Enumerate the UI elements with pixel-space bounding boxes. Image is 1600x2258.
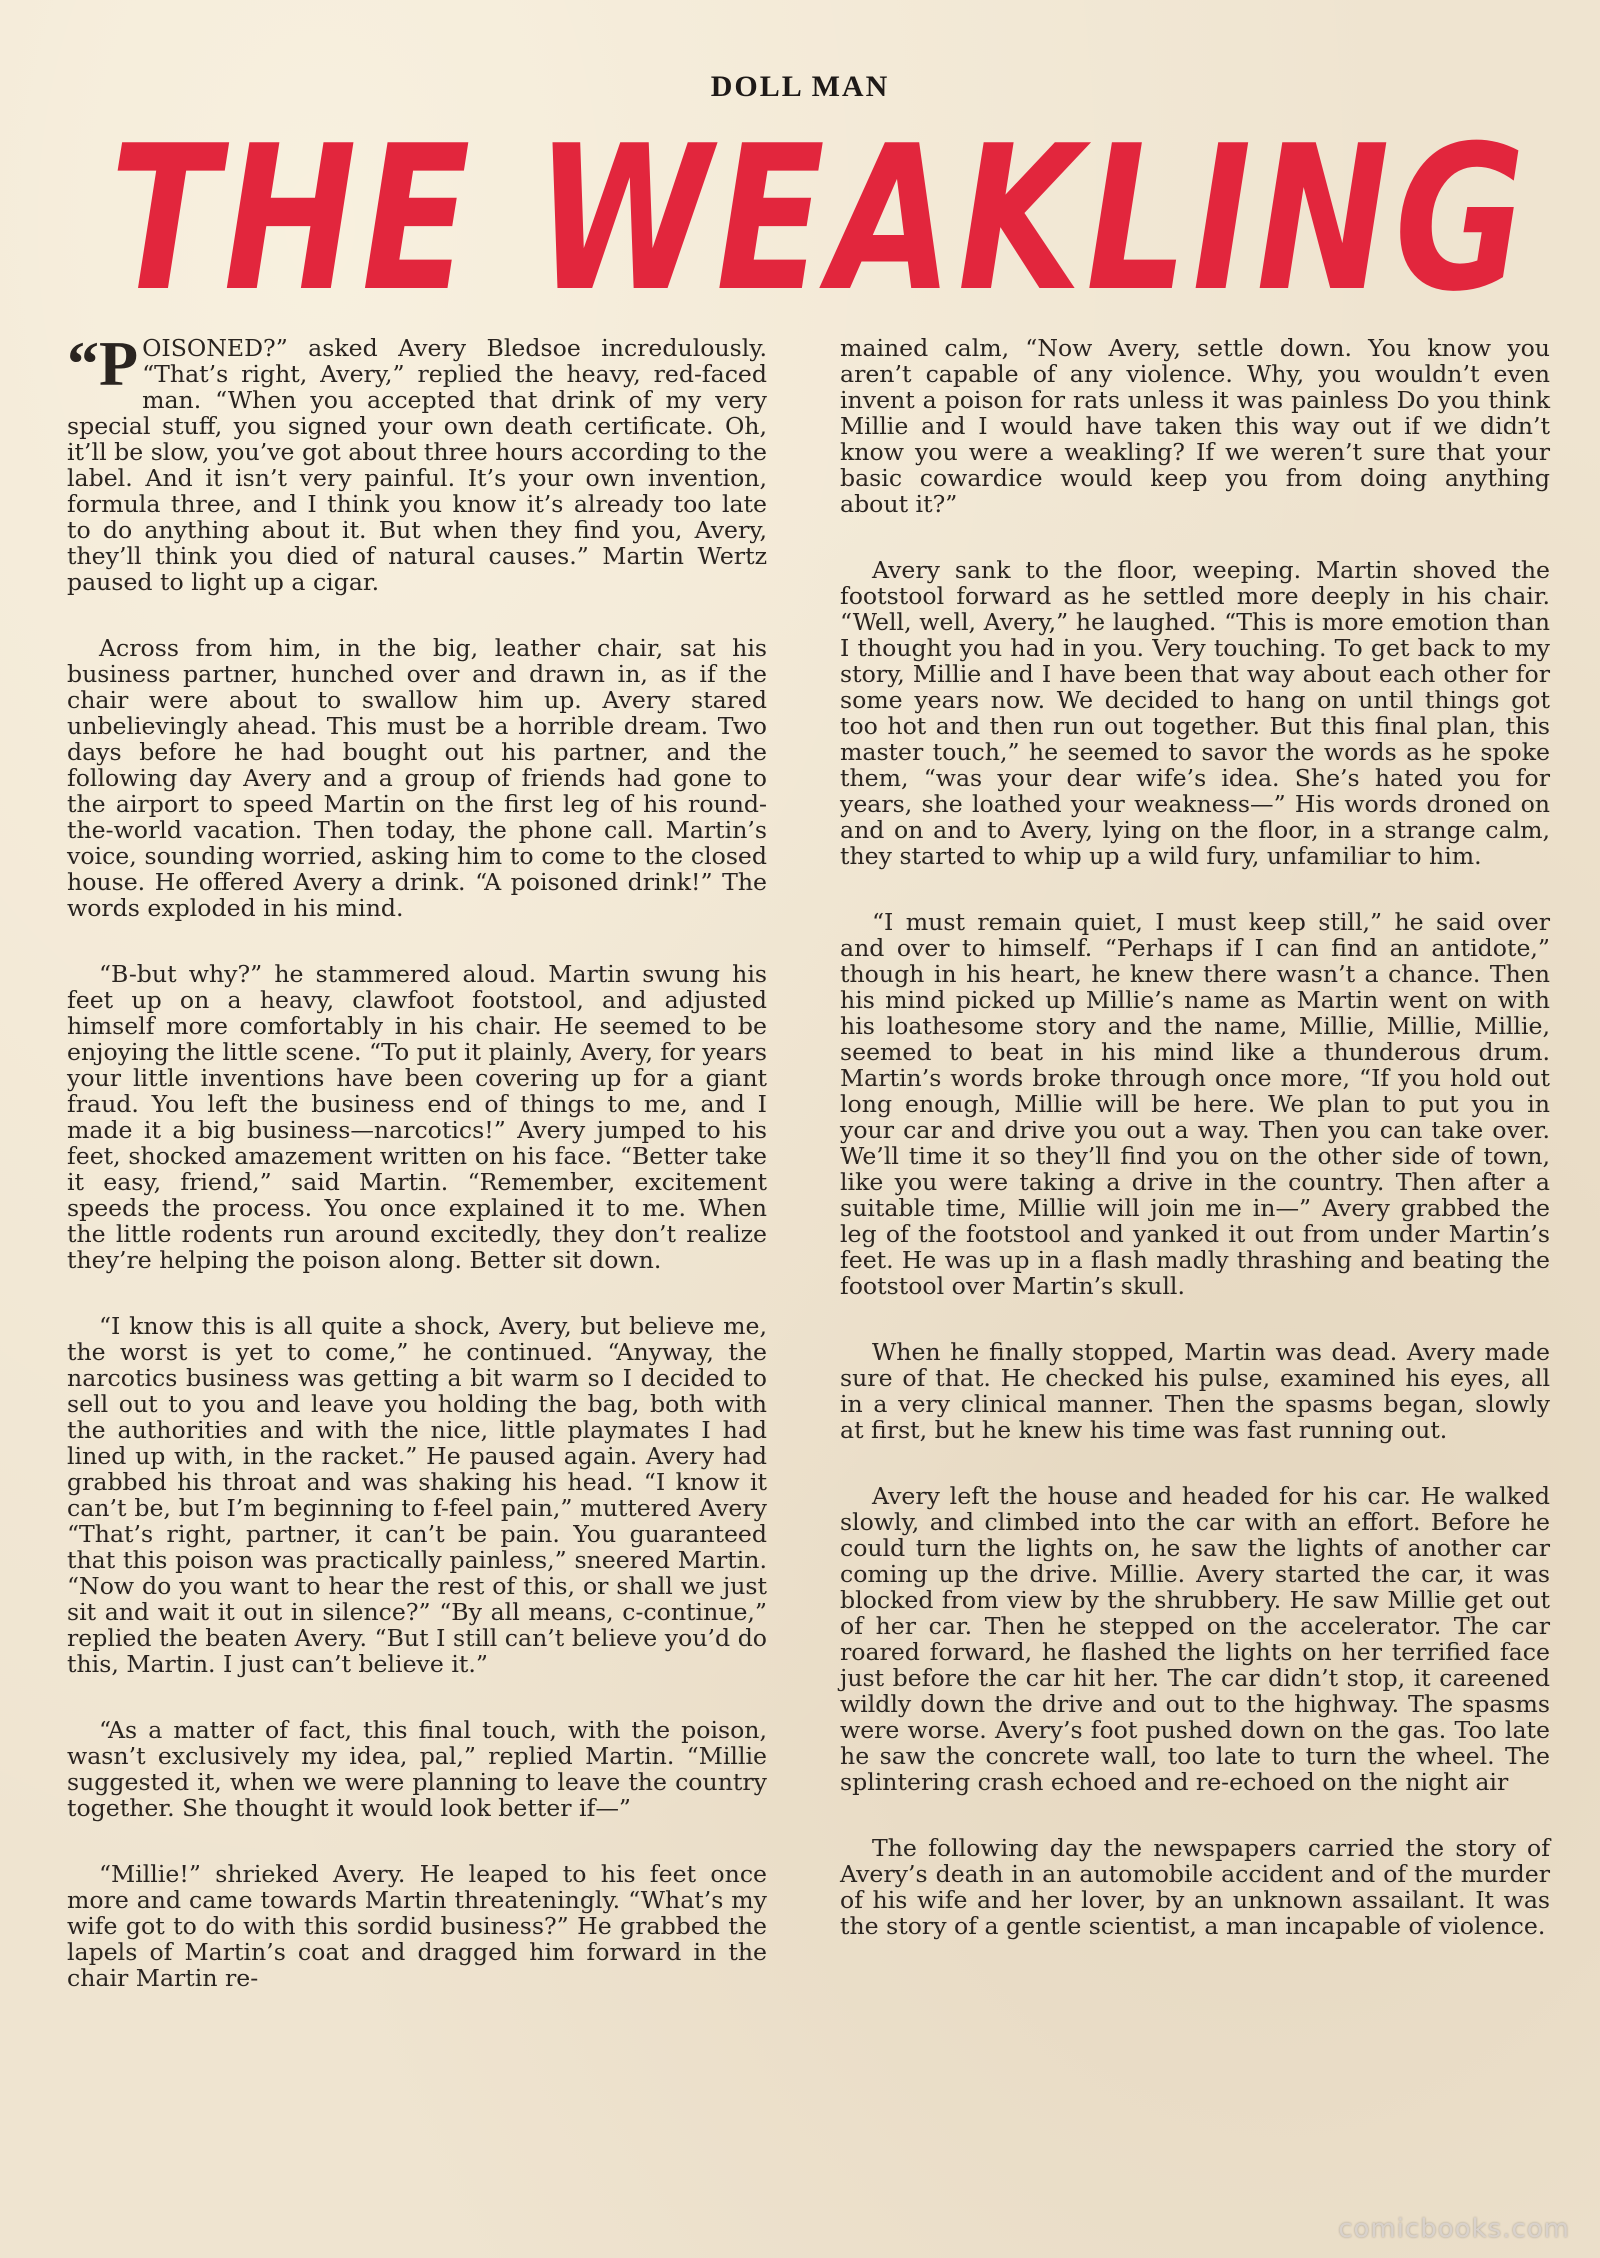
story-paragraph-4: “I know this is all quite a shock, Avery, but believe me, the worst is yet to come,” he continued. “Anyway, the narcotics business was getting a bit warm so I decided to sell out to you and leave you holding the bag, both with the authorities and with the nice, little playmates I had lined up with, in the racket.” He paused again. Avery had grabbed his throat and was shaking his head. “I know it can’t be, but I’m beginning to f-feel pain,” muttered Avery “That’s right, partner, it can’t be pain. You guaranteed that this poison was practically painless,” sneered Martin. “Now do you want to hear the rest of this, or shall we just sit and wait it out in silence?” “By all means, c-continue,” replied the beaten Avery. “But I still can’t believe you’d do this, Martin. I just can’t believe it.” (67, 1312, 767, 1678)
story-column-left (67, 328, 767, 2031)
story-paragraph-1-text: OISONED?” asked Avery Bledsoe incredulously. “That’s right, Avery,” replied the heavy, red-faced man. “When you accepted that drink of my very special stuff, you signed your own death certificate. Oh, it’ll be slow, you’ve got about three hours according to the label. And it isn’t very painful. It’s your own invention, formula three, and I think you know it’s already too late to do anything about it. But when they find you, Avery, they’ll think you died of natural causes.” Martin Wertz paused to light up a cigar. (67, 334, 767, 596)
story-paragraph-2: Across from him, in the big, leather chair, sat his business partner, hunched over and drawn in, as if the chair were about to swallow him up. Avery stared unbelievingly ahead. This must be a horrible dream. Two days before he had bought out his partner, and the following day Avery and a group of friends had gone to the airport to speed Martin on the first leg of his round-the-world vacation. Then today, the phone call. Martin’s voice, sounding worried, asking him to come to the closed house. He offered Avery a drink. “A poisoned drink!” The words exploded in his mind. (67, 634, 767, 922)
story-paragraph-7: mained calm, “Now Avery, settle down. You know you aren’t capable of any violence. Why, you wouldn’t even invent a poison for rats unless it was painless Do you think Millie and I would have taken this way out if we didn’t know you were a weakling? If we weren’t sure that your basic cowardice would keep you from doing anything about it?” (840, 334, 1550, 518)
story-paragraph-9: “I must remain quiet, I must keep still,” he said over and over to himself. “Perhaps if I can find an antidote,” though in his heart, he knew there wasn’t a chance. Then his mind picked up Millie’s name as Martin went on with his loathesome story and the name, Millie, Millie, Millie, seemed to beat in his mind like a thunderous drum. Martin’s words broke through once more, “If you hold out long enough, Millie will be here. We plan to put you in your car and drive you out a way. Then you can take over. We’ll time it so they’ll find you on the other side of town, like you were taking a drive in the country. Then after a suitable time, Millie will join me in—” Avery grabbed the leg of the footstool and yanked it out from under Martin’s feet. He was up in a flash madly thrashing and beating the footstool over Martin’s skull. (840, 908, 1550, 1300)
drop-cap-letter: P (99, 328, 139, 399)
story-paragraph-3: “B-but why?” he stammered aloud. Martin swung his feet up on a heavy, clawfoot footstool, and adjusted himself more comfortably in his chair. He seemed to be enjoying the little scene. “To put it plainly, Avery, for years your little inventions have been covering up for a giant fraud. You left the business end of things to me, and I made it a big business—narcotics!” Avery jumped to his feet, shocked amazement written on his face. “Better take it easy, friend,” said Martin. “Remember, excitement speeds the process. You once explained it to me. When the little rodents run around excitedly, they don’t realize they’re helping the poison along. Better sit down. (67, 960, 767, 1274)
site-watermark: comicbooks.com (1338, 2214, 1570, 2244)
story-title (100, 110, 1540, 310)
story-column-right (840, 335, 1550, 1979)
drop-cap (67, 328, 139, 399)
opening-quote: “ (67, 328, 99, 399)
story-paragraph-6: “Millie!” shrieked Avery. He leaped to his feet once more and came towards Martin threateningly. “What’s my wife got to do with this sordid business?” He grabbed the lapels of Martin’s coat and dragged him forward in the chair Martin re- (67, 1860, 767, 1992)
story-title-text: THE WEAKLING (110, 110, 1530, 310)
story-paragraph-1 (67, 328, 767, 596)
story-paragraph-5: “As a matter of fact, this final touch, with the poison, wasn’t exclusively my idea, pal,” replied Martin. “Millie suggested it, when we were planning to leave the country together. She thought it would look better if—” (67, 1716, 767, 1822)
story-paragraph-12: The following day the newspapers carried the story of Avery’s death in an automobile accident and of the murder of his wife and her lover, by an unknown assailant. It was the story of a gentle scientist, a man incapable of violence. (840, 1834, 1550, 1940)
story-paragraph-10: When he finally stopped, Martin was dead. Avery made sure of that. He checked his pulse, examined his eyes, all in a very clinical manner. Then the spasms began, slowly at first, but he knew his time was fast running out. (840, 1338, 1550, 1444)
running-header: DOLL MAN (710, 70, 890, 103)
story-paragraph-8: Avery sank to the floor, weeping. Martin shoved the footstool forward as he settled more deeply in his chair. “Well, well, Avery,” he laughed. “This is more emotion than I thought you had in you. Very touching. To get back to my story, Millie and I have been that way about each other for some years now. We decided to hang on until things got too hot and then run out together. But this final plan, this master touch,” he seemed to savor the words as he spoke them, “was your dear wife’s idea. She’s hated you for years, she loathed your weakness—” His words droned on and on and to Avery, lying on the floor, in a strange calm, they started to whip up a wild fury, unfamiliar to him. (840, 556, 1550, 870)
story-paragraph-11: Avery left the house and headed for his car. He walked slowly, and climbed into the car with an effort. Before he could turn the lights on, he saw the lights of another car coming up the drive. Millie. Avery started the car, it was blocked from view by the shrubbery. He saw Millie get out of her car. Then he stepped on the accelerator. The car roared forward, he flashed the lights on her terrified face just before the car hit her. The car didn’t stop, it careened wildly down the drive and out to the highway. The spasms were worse. Avery’s foot pushed down on the gas. Too late he saw the concrete wall, too late to turn the wheel. The splintering crash echoed and re-echoed on the night air (840, 1482, 1550, 1796)
